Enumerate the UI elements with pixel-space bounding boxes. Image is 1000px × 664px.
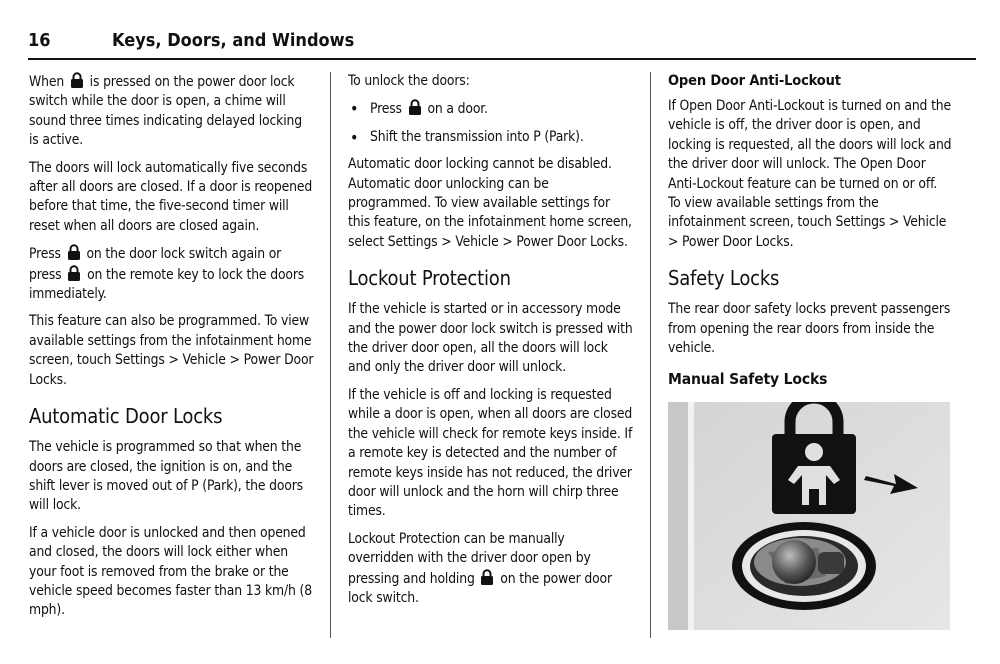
paragraph: If the vehicle is started or in accessory mode and the power door lock switch is pressed with the driver door open, all the doors will lock and only the driver door will unlock.	[348, 301, 633, 376]
page-number: 16	[28, 30, 51, 51]
column-divider	[650, 72, 651, 638]
lock-icon	[67, 244, 81, 260]
page-header	[28, 30, 976, 60]
paragraph: To unlock the doors:	[348, 73, 470, 89]
paragraph: Lockout Protection can be manually overridden with the driver door open by pressing and holding on the power door lock switch.	[348, 530, 612, 606]
column-3	[668, 72, 952, 395]
paragraph: If a vehicle door is unlocked and then opened and closed, the doors will lock either when your foot is removed from the brake or the vehicle speed becomes faster than 13 km/h (8 mph).	[29, 524, 312, 619]
paragraph: The vehicle is programmed so that when the doors are closed, the ignition is on, and the shift lever is moved out of P (Park), the doors will lock.	[29, 439, 303, 514]
paragraph: This feature can also be programmed. To view available settings from the infotainment home screen, touch Settings > Vehicle > Power Door Locks.	[29, 313, 314, 388]
list-item: • Press on a door.	[348, 99, 634, 119]
lock-icon	[67, 265, 81, 281]
subsection-heading: Open Door Anti-Lockout	[668, 73, 841, 89]
paragraph: The doors will lock automatically five seconds after all doors are closed. If a door is reopened before that time, the five-second timer will reset when all doors are closed again.	[29, 159, 313, 234]
chapter-title: Keys, Doors, and Windows	[112, 30, 355, 51]
subsection-heading: Manual Safety Locks	[668, 370, 828, 389]
lock-icon	[408, 99, 422, 115]
lock-icon	[480, 569, 494, 585]
safety-lock-switch	[732, 522, 876, 610]
list-item: • Shift the transmission into P (Park).	[348, 128, 634, 147]
paragraph: When is pressed on the power door lock switch while the door is open, a chime will sound three times indicating delayed locking is active.	[29, 74, 302, 149]
section-heading: Automatic Door Locks	[29, 404, 223, 429]
column-2	[348, 72, 634, 616]
column-divider	[330, 72, 331, 638]
column-1	[29, 72, 315, 629]
safety-lock-illustration	[668, 402, 950, 630]
bullet-list	[348, 99, 634, 147]
paragraph: Press on the door lock switch again or press on the remote key to lock the doors immediately.	[29, 246, 305, 303]
paragraph: The rear door safety locks prevent passengers from opening the rear doors from inside the vehicle.	[668, 301, 951, 357]
paragraph: Automatic door locking cannot be disabled. Automatic door unlocking can be programmed. To view available settings for this feature, on the infotainment home screen, select Settings > Vehicle > Power Door Locks.	[348, 156, 632, 250]
lock-icon	[70, 72, 84, 88]
section-heading: Safety Locks	[668, 266, 780, 291]
section-heading: Lockout Protection	[348, 266, 511, 291]
paragraph: If the vehicle is off and locking is requested while a door is open, when all doors are closed the vehicle will check for remote keys inside. If a remote key is detected and the number of remote keys inside has not reduced, the driver door will unlock and the horn will chirp three times.	[348, 386, 633, 520]
paragraph: If Open Door Anti-Lockout is turned on and the vehicle is off, the driver door is open, and locking is requested, all the doors will lock and the driver door will unlock. The Open Door Anti-Lockout feature can be turned on or off. To view available settings from the infotainment screen, touch Settings > Vehicle > Power Door Locks.	[668, 98, 952, 250]
